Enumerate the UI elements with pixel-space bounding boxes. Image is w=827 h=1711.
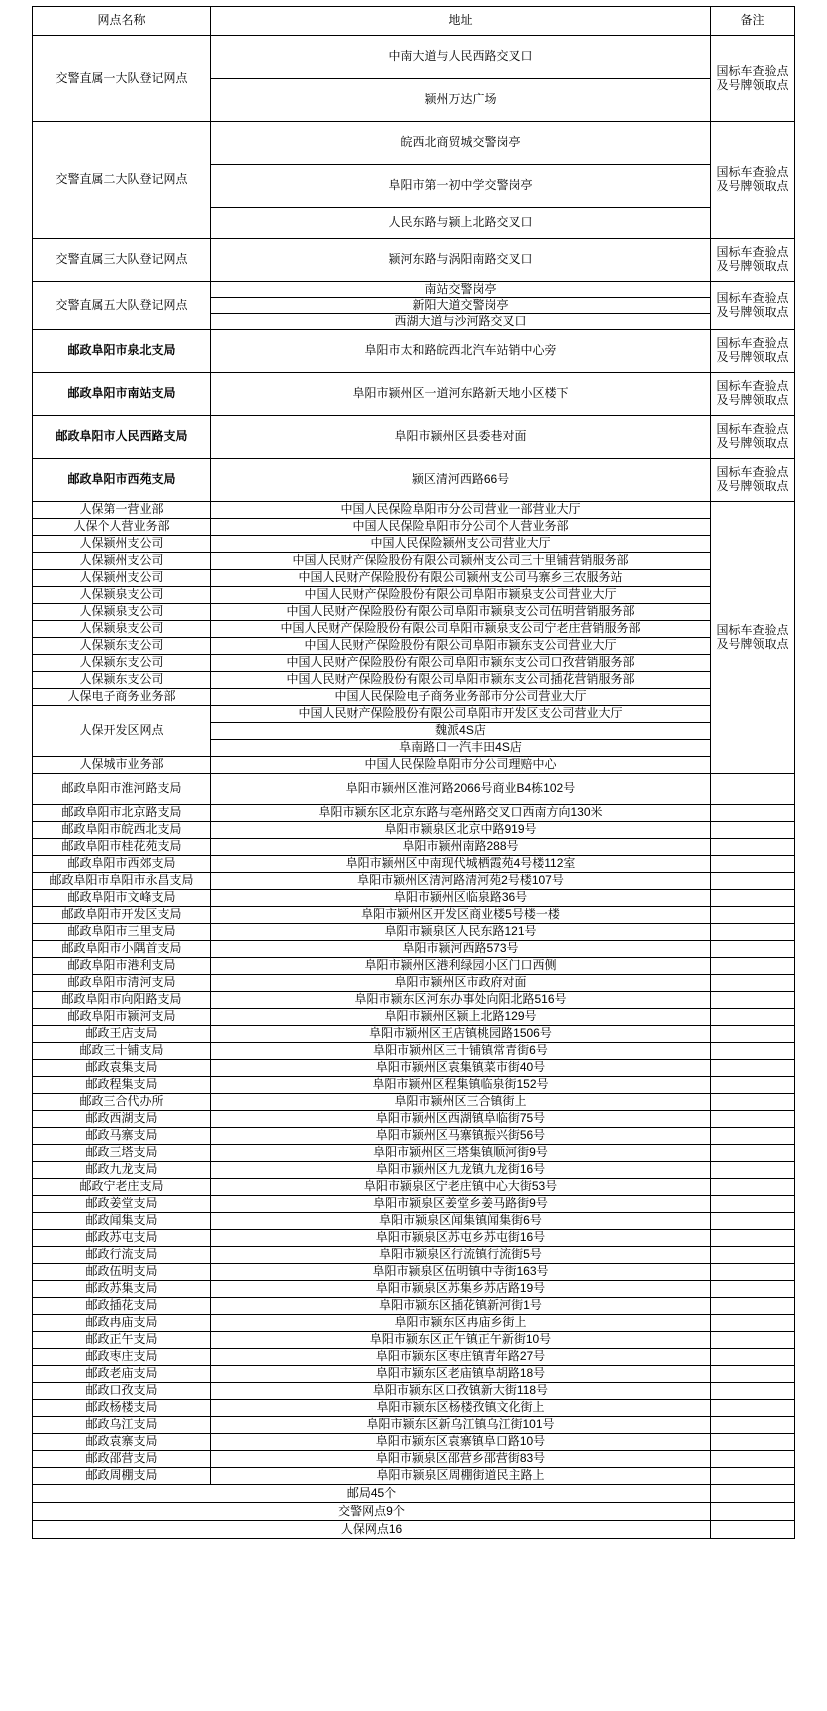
site-address: 阜阳市颍州区程集镇临泉街152号	[211, 1077, 711, 1094]
site-name: 邮政马寨支局	[33, 1128, 211, 1145]
table-row	[33, 1162, 795, 1179]
table-row	[33, 1077, 795, 1094]
site-name: 邮政袁寨支局	[33, 1434, 211, 1451]
site-address: 中国人民财产保险股份有限公司阜阳市开发区支公司营业大厅	[211, 706, 711, 723]
site-address: 阜阳市颍州区清河路清河苑2号楼107号	[211, 873, 711, 890]
summary-row	[33, 1503, 795, 1521]
site-address: 阜阳市颍东区河东办事处向阳北路516号	[211, 992, 711, 1009]
site-address: 阜阳市颍泉区周棚街道民主路上	[211, 1468, 711, 1485]
site-address: 中国人民保险阜阳市分公司个人营业务部	[211, 519, 711, 536]
site-note	[711, 992, 795, 1009]
site-address: 中国人民保险阜阳市分公司理赔中心	[211, 757, 711, 774]
table-row	[33, 672, 795, 689]
site-name: 邮政阜阳市泉北支局	[33, 330, 211, 373]
site-name: 邮政三十铺支局	[33, 1043, 211, 1060]
column-header-address: 地址	[211, 7, 711, 36]
site-name: 人保颍泉支公司	[33, 621, 211, 638]
site-name: 邮政枣庄支局	[33, 1349, 211, 1366]
site-address: 阜阳市颍州区王店镇桃园路1506号	[211, 1026, 711, 1043]
table-row	[33, 1400, 795, 1417]
site-note	[711, 1400, 795, 1417]
site-note: 国标车查验点及号牌领取点	[711, 373, 795, 416]
site-address: 阜阳市颍泉区苏集乡苏店路19号	[211, 1281, 711, 1298]
site-address: 阜阳市颍泉区闻集镇闻集街6号	[211, 1213, 711, 1230]
site-name: 人保颍州支公司	[33, 536, 211, 553]
site-note	[711, 839, 795, 856]
site-address: 阜阳市颍东区北京东路与亳州路交叉口西南方向130米	[211, 805, 711, 822]
site-address: 南站交警岗亭	[211, 282, 711, 298]
site-note	[711, 1383, 795, 1400]
site-note	[711, 822, 795, 839]
site-note	[711, 924, 795, 941]
table-row	[33, 1247, 795, 1264]
site-name: 邮政苏集支局	[33, 1281, 211, 1298]
site-name: 交警直属五大队登记网点	[33, 282, 211, 330]
site-note	[711, 1145, 795, 1162]
table-row	[33, 373, 795, 416]
site-note: 国标车查验点及号牌领取点	[711, 416, 795, 459]
site-name: 邮政阜阳市小隅首支局	[33, 941, 211, 958]
site-name: 人保颍东支公司	[33, 672, 211, 689]
table-row	[33, 1230, 795, 1247]
site-address: 阜阳市颍州区三合镇街上	[211, 1094, 711, 1111]
site-note	[711, 1213, 795, 1230]
table-row	[33, 1060, 795, 1077]
site-note	[711, 1162, 795, 1179]
site-address: 新阳大道交警岗亭	[211, 298, 711, 314]
table-row	[33, 459, 795, 502]
site-name: 邮政周棚支局	[33, 1468, 211, 1485]
site-address: 中国人民财产保险股份有限公司阜阳市颍东支公司口孜营销服务部	[211, 655, 711, 672]
site-address: 皖西北商贸城交警岗亭	[211, 122, 711, 165]
table-row	[33, 587, 795, 604]
site-address: 阜阳市颍东区袁寨镇阜口路10号	[211, 1434, 711, 1451]
site-name: 邮政程集支局	[33, 1077, 211, 1094]
site-name: 邮政阜阳市三里支局	[33, 924, 211, 941]
table-row	[33, 873, 795, 890]
site-name: 人保颍泉支公司	[33, 604, 211, 621]
table-row	[33, 907, 795, 924]
site-name: 邮政老庙支局	[33, 1366, 211, 1383]
site-address: 阜阳市第一初中学交警岗亭	[211, 165, 711, 208]
site-note	[711, 1230, 795, 1247]
table-row	[33, 638, 795, 655]
site-note	[711, 805, 795, 822]
site-address: 阜阳市颍东区口孜镇新大街118号	[211, 1383, 711, 1400]
site-name: 邮政阜阳市文峰支局	[33, 890, 211, 907]
site-name: 邮政闻集支局	[33, 1213, 211, 1230]
table-row	[33, 992, 795, 1009]
site-note	[711, 1434, 795, 1451]
site-note: 国标车查验点及号牌领取点	[711, 239, 795, 282]
site-address: 阜阳市颍泉区行流镇行流街5号	[211, 1247, 711, 1264]
table-row	[33, 122, 795, 165]
column-header-name: 网点名称	[33, 7, 211, 36]
table-row	[33, 924, 795, 941]
site-name: 交警直属一大队登记网点	[33, 36, 211, 122]
site-name: 邮政阜阳市皖西北支局	[33, 822, 211, 839]
table-row	[33, 570, 795, 587]
table-body	[33, 7, 795, 1539]
site-note	[711, 1026, 795, 1043]
site-address: 阜阳市颍州南路288号	[211, 839, 711, 856]
site-address: 中国人民财产保险股份有限公司阜阳市颍东支公司插花营销服务部	[211, 672, 711, 689]
site-address: 阜阳市颍州区西湖镇阜临街75号	[211, 1111, 711, 1128]
site-note: 国标车查验点及号牌领取点	[711, 502, 795, 774]
site-address: 颍区清河西路66号	[211, 459, 711, 502]
site-note	[711, 1094, 795, 1111]
site-address: 西湖大道与沙河路交叉口	[211, 314, 711, 330]
site-note	[711, 1281, 795, 1298]
site-note	[711, 856, 795, 873]
site-note: 国标车查验点及号牌领取点	[711, 282, 795, 330]
site-address: 阜阳市颍州区三十铺镇常青街6号	[211, 1043, 711, 1060]
table-row	[33, 1315, 795, 1332]
table-row	[33, 1298, 795, 1315]
site-name: 邮政阜阳市南站支局	[33, 373, 211, 416]
site-note	[711, 1009, 795, 1026]
table-row	[33, 519, 795, 536]
table-row	[33, 774, 795, 805]
site-address: 阜阳市颍州区县委巷对面	[211, 416, 711, 459]
site-note	[711, 1315, 795, 1332]
site-name: 人保颍州支公司	[33, 570, 211, 587]
site-address: 阜南路口一汽丰田4S店	[211, 740, 711, 757]
site-name: 邮政姜堂支局	[33, 1196, 211, 1213]
site-address: 阜阳市颍泉区苏屯乡苏屯街16号	[211, 1230, 711, 1247]
summary-note	[711, 1485, 795, 1503]
table-row	[33, 536, 795, 553]
site-address: 阜阳市颍州区淮河路2066号商业B4栋102号	[211, 774, 711, 805]
site-address: 阜阳市颍东区新乌江镇乌江街101号	[211, 1417, 711, 1434]
site-name: 邮政阜阳市桂花苑支局	[33, 839, 211, 856]
site-address: 阜阳市颍州区临泉路36号	[211, 890, 711, 907]
table-row	[33, 1094, 795, 1111]
site-address: 中国人民保险电子商务业务部市分公司营业大厅	[211, 689, 711, 706]
site-note	[711, 1247, 795, 1264]
site-note	[711, 774, 795, 805]
site-address: 阜阳市太和路皖西北汽车站销中心旁	[211, 330, 711, 373]
site-note	[711, 1349, 795, 1366]
site-name: 邮政乌江支局	[33, 1417, 211, 1434]
site-name: 邮政正午支局	[33, 1332, 211, 1349]
site-name: 人保颍东支公司	[33, 638, 211, 655]
site-address: 阜阳市颍泉区宁老庄镇中心大街53号	[211, 1179, 711, 1196]
table-row	[33, 890, 795, 907]
table-row	[33, 856, 795, 873]
summary-post-offices: 邮局45个	[33, 1485, 711, 1503]
site-name: 邮政阜阳市西苑支局	[33, 459, 211, 502]
table-row	[33, 604, 795, 621]
site-address: 阜阳市颍东区冉庙乡街上	[211, 1315, 711, 1332]
site-address: 阜阳市颍泉区邵营乡邵营街83号	[211, 1451, 711, 1468]
site-address: 阜阳市颍泉区伍明镇中寺街163号	[211, 1264, 711, 1281]
site-name: 人保开发区网点	[33, 706, 211, 757]
site-note	[711, 1179, 795, 1196]
table-row	[33, 805, 795, 822]
site-note	[711, 1077, 795, 1094]
site-name: 邮政九龙支局	[33, 1162, 211, 1179]
site-name: 邮政冉庙支局	[33, 1315, 211, 1332]
site-note	[711, 890, 795, 907]
table-row	[33, 1366, 795, 1383]
site-note	[711, 1128, 795, 1145]
table-row	[33, 1332, 795, 1349]
site-note: 国标车查验点及号牌领取点	[711, 330, 795, 373]
summary-renbao: 人保网点16	[33, 1521, 711, 1539]
site-note	[711, 1451, 795, 1468]
site-note: 国标车查验点及号牌领取点	[711, 36, 795, 122]
site-name: 邮政西湖支局	[33, 1111, 211, 1128]
site-note	[711, 1332, 795, 1349]
site-name: 邮政行流支局	[33, 1247, 211, 1264]
table-row	[33, 706, 795, 723]
site-note	[711, 1264, 795, 1281]
site-note	[711, 1366, 795, 1383]
table-row	[33, 757, 795, 774]
site-address: 阜阳市颍州区三塔集镇顺河街9号	[211, 1145, 711, 1162]
table-row	[33, 1026, 795, 1043]
table-row	[33, 655, 795, 672]
summary-row	[33, 1521, 795, 1539]
site-name: 邮政插花支局	[33, 1298, 211, 1315]
site-address: 中国人民财产保险股份有限公司颍州支公司马寨乡三农服务站	[211, 570, 711, 587]
site-address: 阜阳市颍东区插花镇新河街1号	[211, 1298, 711, 1315]
site-name: 邮政阜阳市颍河支局	[33, 1009, 211, 1026]
site-address: 中国人民财产保险股份有限公司阜阳市颍泉支公司营业大厅	[211, 587, 711, 604]
site-note	[711, 1417, 795, 1434]
site-name: 人保第一营业部	[33, 502, 211, 519]
summary-note	[711, 1503, 795, 1521]
table-row	[33, 282, 795, 298]
table-row	[33, 1179, 795, 1196]
site-name: 人保电子商务业务部	[33, 689, 211, 706]
site-address: 阜阳市颍州区一道河东路新天地小区楼下	[211, 373, 711, 416]
site-address: 阜阳市颍泉区北京中路919号	[211, 822, 711, 839]
site-name: 邮政阜阳市清河支局	[33, 975, 211, 992]
table-row	[33, 1281, 795, 1298]
site-address: 魏派4S店	[211, 723, 711, 740]
site-name: 邮政邵营支局	[33, 1451, 211, 1468]
table-header-row	[33, 7, 795, 36]
site-address: 中国人民财产保险股份有限公司阜阳市颍泉支公司伍明营销服务部	[211, 604, 711, 621]
site-name: 人保个人营业务部	[33, 519, 211, 536]
site-address: 阜阳市颍泉区姜堂乡姜马路街9号	[211, 1196, 711, 1213]
site-address: 中国人民保险阜阳市分公司营业一部营业大厅	[211, 502, 711, 519]
site-note: 国标车查验点及号牌领取点	[711, 122, 795, 239]
site-name: 邮政阜阳市北京路支局	[33, 805, 211, 822]
site-address: 阜阳市颍东区枣庄镇青年路27号	[211, 1349, 711, 1366]
site-name: 邮政伍明支局	[33, 1264, 211, 1281]
table-row	[33, 502, 795, 519]
site-name: 邮政阜阳市阜阳市永昌支局	[33, 873, 211, 890]
table-row	[33, 1009, 795, 1026]
site-name: 人保城市业务部	[33, 757, 211, 774]
table-row	[33, 36, 795, 79]
table-row	[33, 958, 795, 975]
site-name: 邮政阜阳市向阳路支局	[33, 992, 211, 1009]
site-name: 邮政阜阳市西郊支局	[33, 856, 211, 873]
site-name: 邮政阜阳市开发区支局	[33, 907, 211, 924]
site-note	[711, 1043, 795, 1060]
site-name: 邮政苏屯支局	[33, 1230, 211, 1247]
table-row	[33, 1349, 795, 1366]
site-note	[711, 941, 795, 958]
table-row	[33, 1383, 795, 1400]
site-name: 邮政阜阳市淮河路支局	[33, 774, 211, 805]
site-address: 阜阳市颍州区马寨镇振兴街56号	[211, 1128, 711, 1145]
site-name: 邮政阜阳市人民西路支局	[33, 416, 211, 459]
site-address: 阜阳市颍东区正午镇正午新街10号	[211, 1332, 711, 1349]
site-note: 国标车查验点及号牌领取点	[711, 459, 795, 502]
table-row	[33, 689, 795, 706]
site-note	[711, 1468, 795, 1485]
site-name: 邮政杨楼支局	[33, 1400, 211, 1417]
site-address: 人民东路与颍上北路交叉口	[211, 208, 711, 239]
site-name: 邮政口孜支局	[33, 1383, 211, 1400]
site-address: 阜阳市颍河西路573号	[211, 941, 711, 958]
site-address: 颍州万达广场	[211, 79, 711, 122]
site-address: 中国人民保险颍州支公司营业大厅	[211, 536, 711, 553]
column-header-note: 备注	[711, 7, 795, 36]
site-name: 交警直属三大队登记网点	[33, 239, 211, 282]
table-row	[33, 1451, 795, 1468]
site-note	[711, 907, 795, 924]
site-name: 人保颍泉支公司	[33, 587, 211, 604]
site-address: 阜阳市颍东区杨楼孜镇文化街上	[211, 1400, 711, 1417]
table-row	[33, 1213, 795, 1230]
site-address: 阜阳市颍州区港利绿园小区门口西侧	[211, 958, 711, 975]
table-row	[33, 553, 795, 570]
site-address: 阜阳市颍州区颍上北路129号	[211, 1009, 711, 1026]
table-row	[33, 416, 795, 459]
site-address: 阜阳市颍东区老庙镇阜胡路18号	[211, 1366, 711, 1383]
table-row	[33, 1145, 795, 1162]
table-row	[33, 941, 795, 958]
site-note	[711, 1060, 795, 1077]
site-name: 人保颍州支公司	[33, 553, 211, 570]
site-note	[711, 958, 795, 975]
summary-row	[33, 1485, 795, 1503]
site-address: 中国人民财产保险股份有限公司阜阳市颍东支公司营业大厅	[211, 638, 711, 655]
site-note	[711, 1111, 795, 1128]
table-row	[33, 1468, 795, 1485]
site-address: 阜阳市颍州区袁集镇菜市街40号	[211, 1060, 711, 1077]
site-note	[711, 1196, 795, 1213]
summary-traffic-police: 交警网点9个	[33, 1503, 711, 1521]
table-row	[33, 1434, 795, 1451]
site-address: 中国人民财产保险股份有限公司阜阳市颍泉支公司宁老庄营销服务部	[211, 621, 711, 638]
site-name: 邮政袁集支局	[33, 1060, 211, 1077]
table-row	[33, 1111, 795, 1128]
table-row	[33, 1128, 795, 1145]
site-name: 邮政三塔支局	[33, 1145, 211, 1162]
site-address: 阜阳市颍州区九龙镇九龙街16号	[211, 1162, 711, 1179]
network-locations-table	[32, 6, 795, 1539]
site-address: 阜阳市颍州区开发区商业楼5号楼一楼	[211, 907, 711, 924]
table-row	[33, 1043, 795, 1060]
site-address: 中国人民财产保险股份有限公司颍州支公司三十里铺营销服务部	[211, 553, 711, 570]
site-note	[711, 1298, 795, 1315]
site-name: 人保颍东支公司	[33, 655, 211, 672]
site-address: 中南大道与人民西路交叉口	[211, 36, 711, 79]
table-row	[33, 839, 795, 856]
table-row	[33, 1196, 795, 1213]
table-row	[33, 1264, 795, 1281]
site-address: 阜阳市颍泉区人民东路121号	[211, 924, 711, 941]
table-row	[33, 975, 795, 992]
site-name: 邮政三合代办所	[33, 1094, 211, 1111]
site-name: 邮政王店支局	[33, 1026, 211, 1043]
site-address: 阜阳市颍州区市政府对面	[211, 975, 711, 992]
table-row	[33, 822, 795, 839]
table-row	[33, 330, 795, 373]
site-name: 邮政阜阳市港利支局	[33, 958, 211, 975]
site-name: 邮政宁老庄支局	[33, 1179, 211, 1196]
site-address: 阜阳市颍州区中南现代城栖霞苑4号楼112室	[211, 856, 711, 873]
site-name: 交警直属二大队登记网点	[33, 122, 211, 239]
summary-note	[711, 1521, 795, 1539]
table-row	[33, 621, 795, 638]
table-row	[33, 239, 795, 282]
table-row	[33, 1417, 795, 1434]
site-address: 颍河东路与涡阳南路交叉口	[211, 239, 711, 282]
site-note	[711, 975, 795, 992]
site-note	[711, 873, 795, 890]
